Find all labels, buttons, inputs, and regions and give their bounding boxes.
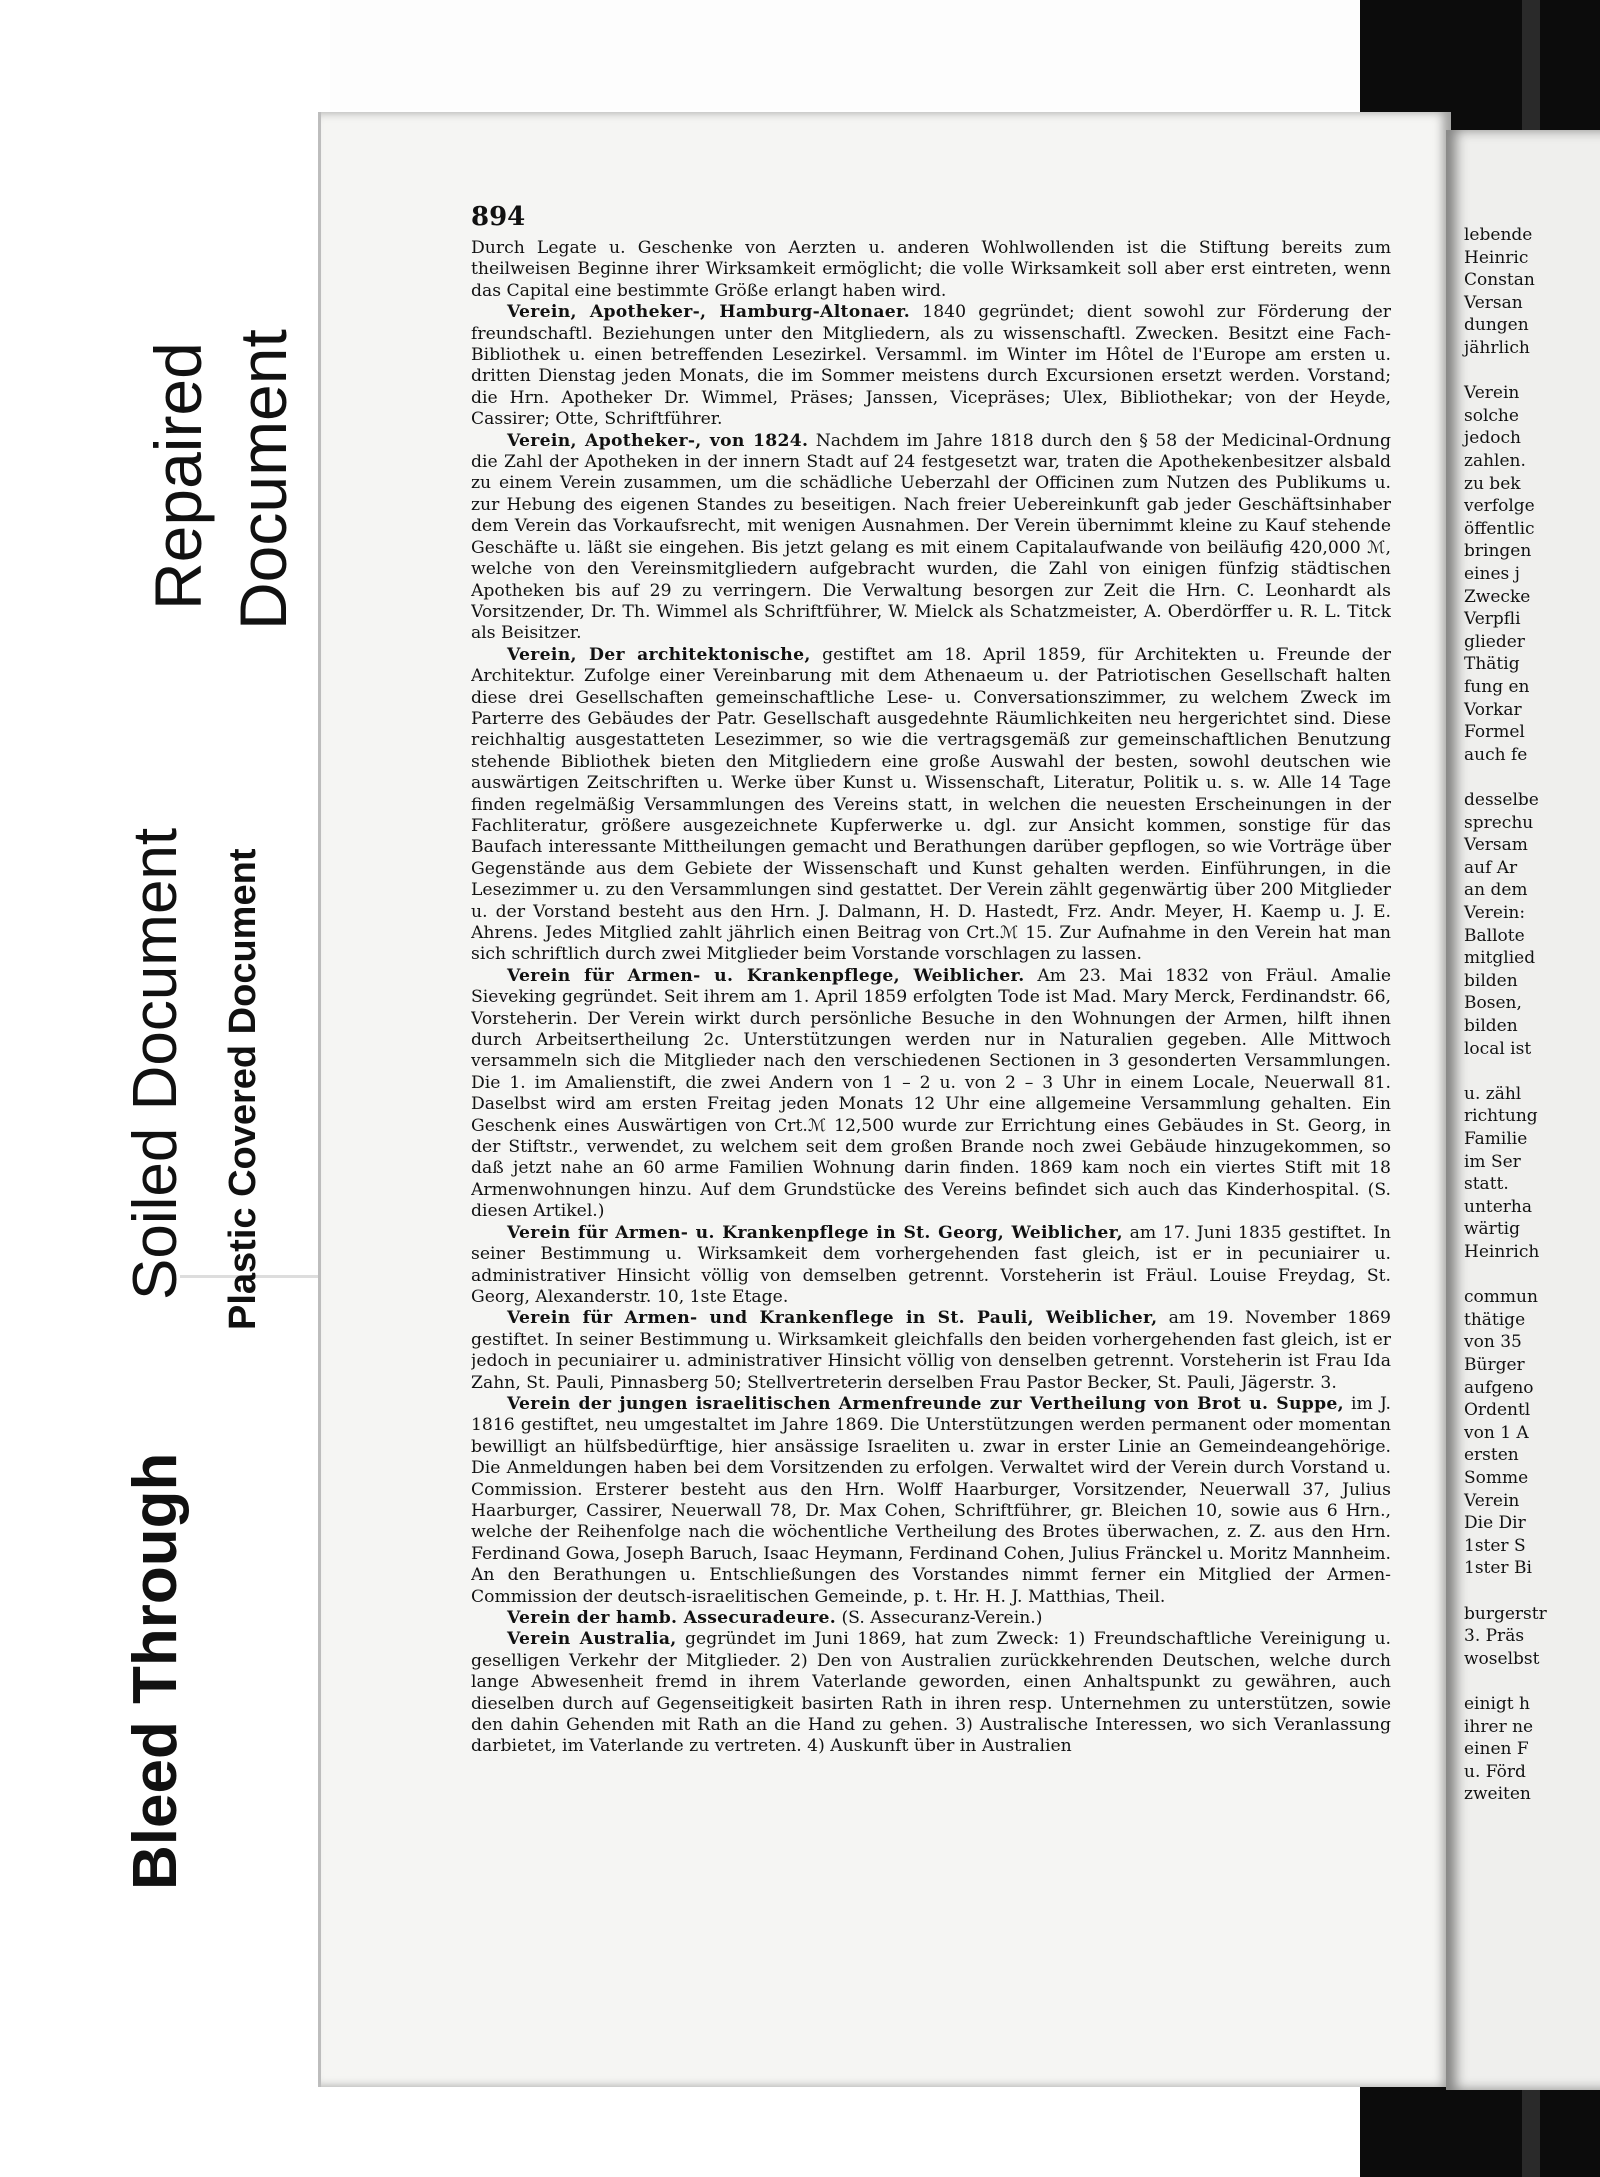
entry-heading: Verein Australia, [507, 1629, 677, 1650]
fragment-line: zahlen. [1464, 451, 1526, 471]
entry-heading: Verein der hamb. Assecuradeure. [507, 1608, 836, 1628]
fragment-line: solche [1464, 405, 1519, 426]
page-body [471, 202, 1391, 2042]
fragment-line: local ist [1464, 1038, 1532, 1059]
margin-labels [0, 0, 330, 2177]
fragment-line: u. zähl [1464, 1083, 1522, 1104]
fragment-line: Ballote [1464, 925, 1525, 946]
entry-text: im J. 1816 gestiftet, neu umgestaltet im Jahre 1869. Die Unterstützungen werden permanent oder momentan bewilligt an hülfsbedürftige, hier ansässige Israeliten u. zwar in erster Linie an Gemeindeangehörige. Die Anmeldungen haben bei dem Vorsitzenden zu erfolgen. Verwaltet wird der Verein durch Vorstand u. Commission. Ersterer besteht aus den Hrn. Wolff Haarburger, Vorsitzender, Neuerwall 37, Julius Haarburger, Cassirer, Neuerwall 78, Dr. Max Cohen, Schriftführer, gr. Bleichen 10, sowie aus 6 Hrn., welche der Reihenfolge nach die wöchentliche Vertheilung des Brotes überwachen, z. Z. aus den Hrn. Ferdinand Gowa, Joseph Baruch, Isaac Heymann, Ferdinand Cohen, Julius Fränckel u. Moritz Mannheim. An den Berathungen u. Entschließungen des Vorstandes nimmt ferner ein Mitglied der Armen-Commission der deutsch-israelitischen Gemeinde, p. t. Hr. H. J. Matthias, Theil. [471, 1393, 1391, 1607]
fragment-line: Versan [1464, 292, 1523, 313]
entry-heading: Verein für Armen- u. Krankenpflege, Weiblicher. [507, 965, 1025, 986]
fragment-line: öffentlic [1464, 518, 1535, 539]
entry-paragraph [471, 1608, 1391, 1629]
fragment-line: jedoch [1464, 428, 1521, 449]
document-page [318, 112, 1451, 2087]
fragment-line: Heinric [1464, 247, 1529, 268]
fragment-line: Verein [1464, 1490, 1520, 1511]
fragment-line: Constan [1464, 270, 1535, 291]
entry-text: gegründet im Juni 1869, hat zum Zweck: 1) Freundschaftliche Vereinigung u. geselligen Verkehr der Mitglieder. 2) Den von Australien zurückkehrenden Deutschen, welche durch lange Abwesenheit fremd in ihrem Vaterlande geworden, einen Anhaltspunkt zu gewähren, auch dieselben durch auf Gegenseitigkeit basirten Rath in ihren resp. Unternehmen zu unterstützen, sowie den dahin Gehenden mit Rath an die Hand zu gehen. 3) Australische Interessen, wo sich Veranlassung darbietet, im Vaterlande zu vertreten. 4) Auskunft über in Australien [471, 1629, 1391, 1757]
label-soiled-document: Soiled Document [121, 827, 190, 1300]
fragment-line: Ordentl [1464, 1400, 1531, 1421]
fragment-line: Bosen, [1464, 993, 1522, 1014]
entry-paragraph [471, 1223, 1391, 1309]
fragment-line: bilden [1464, 1016, 1518, 1036]
fragment-line: ersten [1464, 1445, 1519, 1466]
entry-text: gestiftet am 18. April 1859, für Architekten u. Freunde der Architektur. Zufolge einer Vereinbarung mit dem Athenaeum u. der Patriotischen Gesellschaft halten diese drei Gesellschaften gemeinschaftliche Lese- u. Conversationszimmer, zu welchem Zweck im Parterre des Gebäudes der Patr. Gesellschaft ausgedehnte Räumlichkeiten neu hergerichtet sind. Diese reichhaltig ausgestatteten Lesezimmer, so wie die vertragsgemäß zur gemeinschaftlichen Benutzung stehende Bibliothek bieten den Mitgliedern eine große Auswahl der besten, sowohl deutschen wie auswärtigen Zeitschriften u. Werke über Kunst u. Wissenschaft, Literatur, Politik u. s. w. Alle 14 Tage finden regelmäßig Versammlungen des Vereins statt, in welchen die neuesten Erscheinungen in der Fachliteratur, größere ausgezeichnete Kupferwerke u. dgl. zur Ansicht kommen, sonstige für das Baufach interessante Mittheilungen gemacht und Berathungen darüber gepflogen, so wie Vorträge über Gegenstände aus dem Gebiete der Wissenschaft und Kunst gehalten werden. Einführungen, in die Lesezimmer u. zu den Versammlungen sind gestattet. Der Verein zählt gegenwärtig über 200 Mitglieder u. der Vorstand besteht aus den Hrn. J. Dalmann, H. D. Hastedt, Frz. Andr. Meyer, H. Kaemp u. J. E. Ahrens. Jedes Mitglied zahlt jährlich einen Beitrag von Crt.ℳ 15. Zur Aufnahme in den Verein hat man sich schriftlich durch zwei Mitglieder beim Vorstande vorschlagen zu lassen. [471, 644, 1391, 965]
fragment-line: 1ster S [1464, 1535, 1526, 1556]
fragment-line: Verpfli [1464, 609, 1521, 630]
entry-text: am 19. November 1869 gestiftet. In seiner Bestimmung u. Wirksamkeit gleichfalls den beiden vorhergehenden fast gleich, ist er jedoch in pecuniairer u. administrativer Hinsicht völlig von denselben getrennt. Vorsteherin ist Frau Ida Zahn, St. Pauli, Pinnasberg 50; Stellvertreterin derselben Frau Pastor Becker, St. Pauli, Jägerstr. 3. [471, 1308, 1391, 1393]
fragment-line: lebende [1464, 225, 1533, 245]
fragment-line: commun [1464, 1287, 1538, 1308]
scan-background [330, 0, 1360, 110]
entry-paragraph [471, 966, 1391, 1223]
entry-text: (S. Assecuranz-Verein.) [836, 1608, 1043, 1628]
fragment-line: zu bek [1464, 473, 1521, 494]
label-document: Document [226, 329, 300, 630]
entry-heading: Verein, Der architektonische, [507, 644, 811, 665]
fragment-line: dungen [1464, 315, 1529, 336]
entry-paragraph [471, 1394, 1391, 1608]
entry-text: am 17. Juni 1835 gestiftet. In seiner Bestimmung u. Wirksamkeit dem vorhergehenden fast gleich, ist er in pecuniairer u. administrativer Hinsicht völlig von demselben getrennt. Vorsteherin ist Fräul. Louise Freydag, St. Georg, Alexanderstr. 10, 1ste Etage. [471, 1222, 1391, 1307]
fragment-line: Die Dir [1464, 1513, 1526, 1534]
fragment-line: Thätig [1464, 654, 1520, 675]
fragment-line: Familie [1464, 1129, 1528, 1149]
fragment-line: burgerstr [1464, 1603, 1547, 1624]
label-plastic-covered-document: Plastic Covered Document [222, 848, 264, 1330]
page-number: 894 [471, 202, 526, 232]
entry-paragraph [471, 1308, 1391, 1394]
fragment-line: eines j [1464, 564, 1520, 584]
entry-text: 1840 gegründet; dient sowohl zur Förderung der freundschaftl. Beziehungen unter den Mitgliedern, als zu wissenschaftl. Zwecken. Besitzt eine Fach-Bibliothek u. einen betreffenden Lesezirkel. Versamml. im Winter im Hôtel de l'Europe am ersten u. dritten Dienstag jeden Monats, die im Sommer meistens durch Excursionen ersetzt werden. Vorstand; die Hrn. Apotheker Dr. Wimmel, Präses; Janssen, Vicepräses; Ulex, Bibliothekar; von der Heyde, Cassirer; Otte, Schriftführer. [471, 302, 1391, 430]
fragment-line: bringen [1464, 541, 1532, 562]
fragment-line: von 35 [1464, 1332, 1522, 1353]
fragment-line: 3. Präs [1464, 1626, 1525, 1647]
entry-heading: Verein für Armen- und Krankenflege in St. Pauli, Weiblicher, [507, 1308, 1158, 1329]
entry-paragraph [471, 238, 1391, 302]
fragment-line: einigt h [1464, 1694, 1530, 1714]
fragment-line: fung en [1464, 677, 1530, 697]
entry-heading: Verein der jungen israelitischen Armenfreunde zur Vertheilung von Brot u. Suppe, [507, 1393, 1344, 1414]
fragment-line: von 1 A [1464, 1422, 1529, 1443]
fragment-line: auf Ar [1464, 857, 1518, 878]
entry-heading: Verein, Apotheker-, Hamburg-Altonaer. [507, 302, 911, 323]
fragment-line: desselbe [1464, 790, 1539, 810]
fragment-line: sprechu [1464, 812, 1534, 833]
fragment-line: bilden [1464, 970, 1518, 991]
fragment-line: 1ster Bi [1464, 1558, 1532, 1579]
entry-text: Nachdem im Jahre 1818 durch den § 58 der Medicinal-Ordnung die Zahl der Apotheken in der innern Stadt auf 24 festgesetzt war, traten die Apothekenbesitzer alsbald zu einem Verein zusammen, um die schädliche Ueberzahl der Officinen zum Nutzen des Publikums u. zur Hebung des eigenen Standes zu beseitigen. Nach freier Uebereinkunft gab jeder Geschäftsinhaber dem Verein das Vorkaufsrecht, mit wenigen Ausnahmen. Der Verein übernimmt kleine zu Kauf stehende Geschäfte u. läßt sie eingehen. Bis jetzt gelang es mit einem Capitalaufwande von beiläufig 420,000 ℳ, welche von den Vereinsmitgliedern aufgebracht wurden, die Zahl von einigen fünfzig städtischen Apotheken bis auf 29 zu verringern. Die Verwaltung besorgen zur Zeit die Hrn. C. Leonhardt als Vorsitzender, Dr. Th. Wimmel als Schriftführer, W. Mielck als Schatzmeister, A. Oberdörffer u. R. L. Titck als Beisitzer. [471, 430, 1391, 644]
fragment-line: wärtig [1464, 1219, 1520, 1240]
fragment-line: mitglied [1464, 948, 1536, 969]
entry-paragraph [471, 1629, 1391, 1757]
fragment-line: glieder [1464, 631, 1525, 652]
fragment-line: im Ser [1464, 1151, 1521, 1172]
fragment-line: Heinrich [1464, 1242, 1540, 1262]
fragment-line: Vorkar [1464, 699, 1522, 720]
entry-text: Am 23. Mai 1832 von Fräul. Amalie Sieveking gegründet. Seit ihrem am 1. April 1859 erfolgten Tode ist Mad. Mary Merck, Ferdinandstr. 66, Vorsteherin. Der Verein wirkt durch persönliche Besuche in den Wohnungen der Armen, hilft ihnen durch Arbeitsertheilung 2c. Unterstützungen werden nur in Naturalien gegeben. Alle Mittwoch versammeln sich die Mitglieder nach den verschiedenen Sectionen in 3 gesonderten Versammlungen. Die 1. im Amalienstift, die zwei Andern von 1 – 2 u. von 2 – 3 Uhr in einem Locale, Neuerwall 81. Daselbst wird am ersten Freitag jeden Monats 12 Uhr eine allgemeine Versammlung gehalten. Ein Geschenk eines Auswärtigen von Crt.ℳ 12,500 wurde zur Errichtung eines Gebäudes in St. Georg, in der Stiftstr., verwendet, zu welchem seit dem großen Brande noch zwei Gebäude hinzugekommen, so daß jetzt nahe an 60 arme Familien Wohnung darin finden. 1869 kam noch ein viertes Stift mit 18 Armenwohnungen hinzu. Auf dem Grundstücke des Vereins befindet sich auch das Kinderhospital. (S. diesen Artikel.) [471, 965, 1391, 1222]
fragment-line: Zwecke [1464, 586, 1531, 607]
fragment-line: Somme [1464, 1468, 1529, 1488]
fragment-line: einen F [1464, 1739, 1529, 1760]
fragment-line: an dem [1464, 880, 1528, 901]
fragment-line: Verein: [1464, 903, 1526, 923]
fragment-line: Verein [1464, 383, 1520, 404]
fragment-line: u. Förd [1464, 1761, 1526, 1782]
fragment-line: Formel [1464, 722, 1525, 743]
fragment-line: verfolge [1464, 496, 1535, 517]
fragment-line: auch fe [1464, 744, 1528, 765]
label-repaired: Repaired [141, 342, 215, 610]
entry-heading: Verein für Armen- u. Krankenpflege in St. Georg, Weiblicher, [507, 1222, 1123, 1243]
fragment-line: zweiten [1464, 1784, 1531, 1805]
fragment-line: jährlich [1464, 338, 1530, 358]
entry-paragraph [471, 431, 1391, 645]
fragment-line: ihrer ne [1464, 1716, 1534, 1737]
fragment-line: woselbst [1464, 1648, 1540, 1669]
entry-paragraph [471, 302, 1391, 430]
fragment-line: thätige [1464, 1309, 1526, 1330]
label-bleed-through: Bleed Through [121, 1452, 190, 1890]
entry-paragraph [471, 645, 1391, 966]
entry-heading: Verein, Apotheker-, von 1824. [507, 430, 809, 451]
entry-text: Durch Legate u. Geschenke von Aerzten u. anderen Wohlwollenden ist die Stiftung bereits zum theilweisen Beginne ihrer Wirksamkeit ermöglicht; die volle Wirksamkeit soll aber erst eintreten, wenn das Capital eine bestimmte Größe erlangt haben wird. [471, 238, 1391, 301]
fragment-line: statt. [1464, 1174, 1509, 1195]
next-page-edge [1446, 130, 1600, 2090]
fragment-line: aufgeno [1464, 1377, 1534, 1398]
fragment-line: unterha [1464, 1196, 1532, 1217]
fragment-line: richtung [1464, 1106, 1538, 1127]
fragment-line: Versam [1464, 835, 1528, 856]
fragment-line: Bürger [1464, 1355, 1525, 1375]
entries-list [471, 238, 1391, 1758]
